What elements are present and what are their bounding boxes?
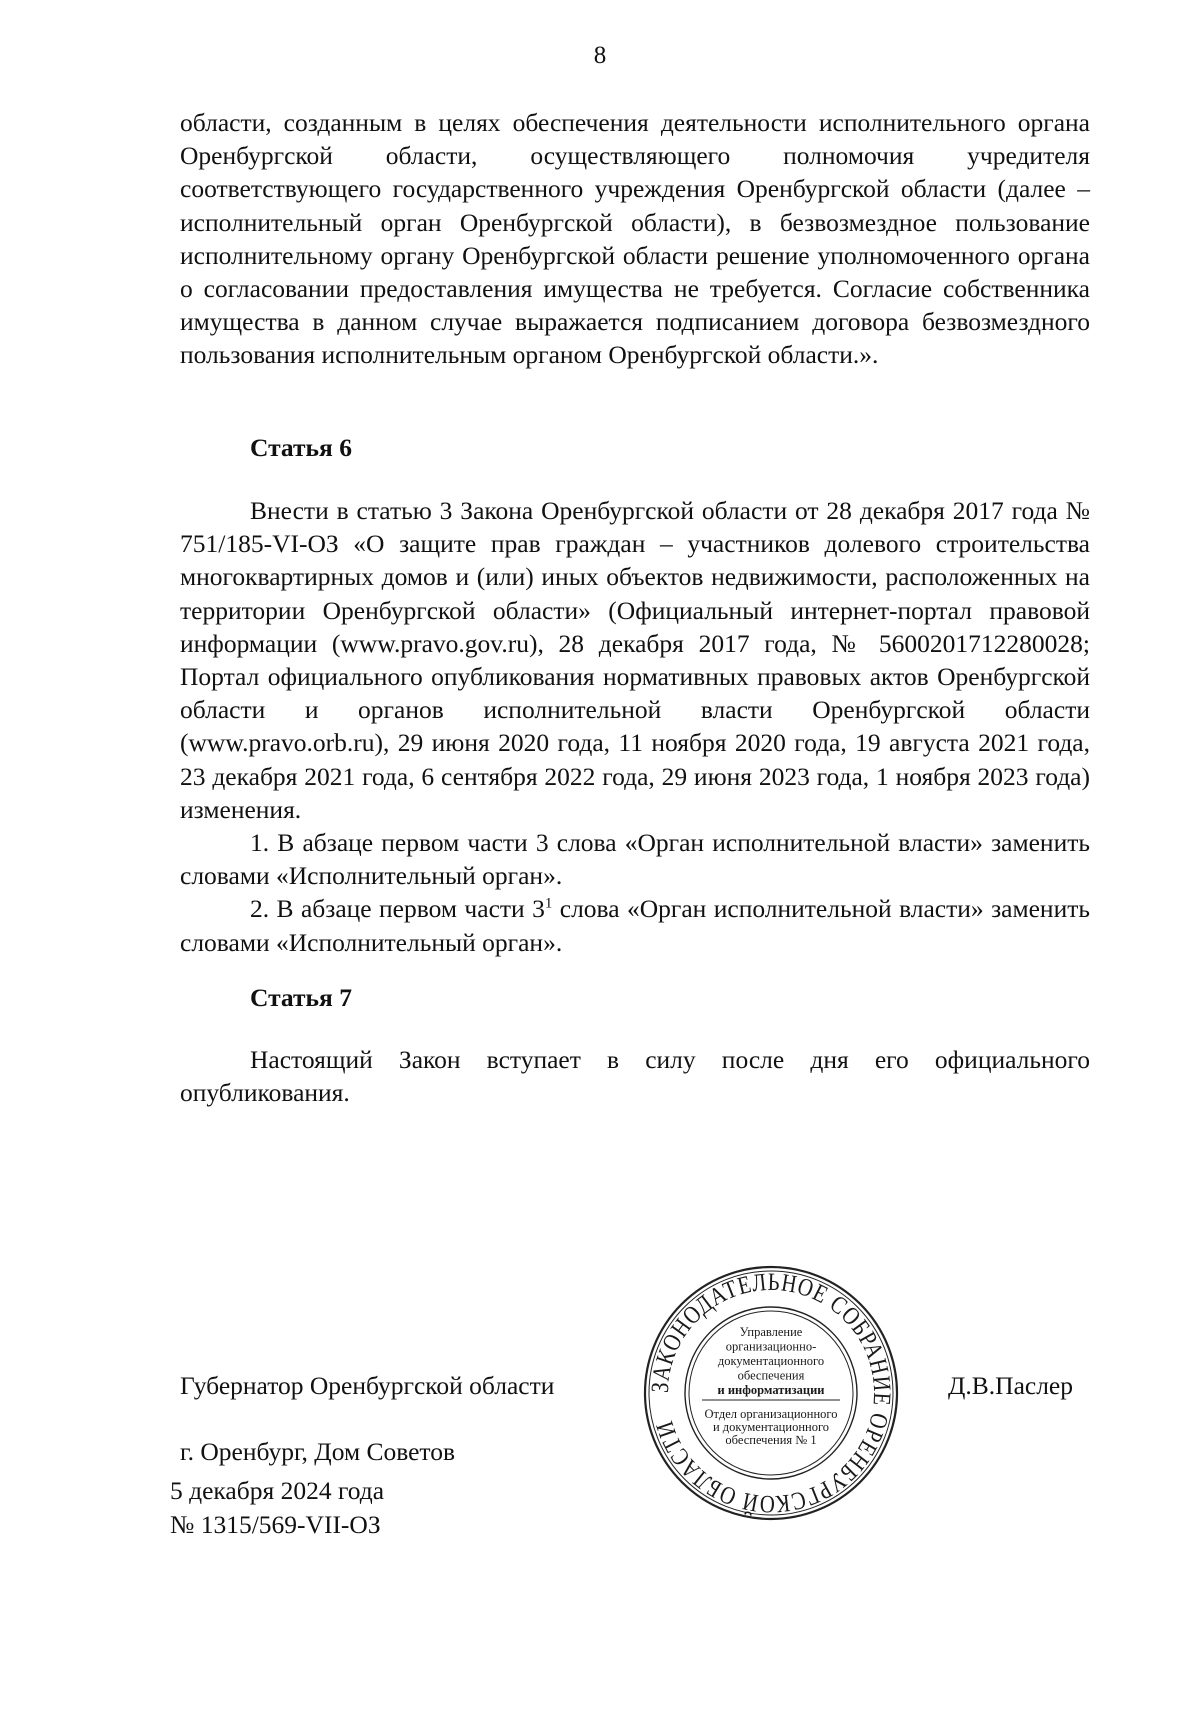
seal-graphic — [640, 1262, 902, 1524]
article-7-body — [180, 1043, 1090, 1109]
official-seal — [640, 1262, 902, 1524]
seal-inner-line: Управление — [739, 1325, 803, 1339]
article-6-heading: Статья 6 — [250, 433, 352, 462]
article-6-item-1: 1. В абзаце первом части 3 слова «Орган исполнительной власти» заменить словами «Исполнительный орган». — [180, 828, 1090, 891]
seal-bottom-line: Отдел организационного — [704, 1407, 838, 1421]
seal-inner-line: организационно- — [725, 1339, 817, 1354]
seal-inner-line: обеспечения — [737, 1368, 805, 1383]
signatory-title: Губернатор Оренбургской области — [180, 1371, 555, 1400]
law-number: № 1315/569-VII-ОЗ — [170, 1510, 381, 1539]
page-number: 8 — [593, 42, 607, 69]
paragraph-text: области, созданным в целях обеспечения деятельности исполнительного органа Оренбургской области, осуществляющего полномочия учредителя соответствующего государственного учреждения Оренбургской области (далее – исполнительный орган Оренбургской области), в безвозмездное пользование исполнительному органу Оренбургской области решение уполномоченного органа о согласовании предоставления имущества не требуется. Согласие собственника имущества в данном случае выражается подписанием договора безвозмездного пользования исполнительным органом Оренбургской области.». — [180, 108, 1090, 370]
seal-inner-line: и информатизации — [717, 1383, 825, 1397]
article-6-item-2 — [180, 892, 1090, 958]
article-6-intro: Внести в статью 3 Закона Оренбургской области от 28 декабря 2017 года № 751/185-VI-ОЗ «О защите прав граждан – участников долевого строительства многоквартирных домов и (или) иных объектов недвижимости, расположенных на территории Оренбургской области» (Официальный интернет-портал правовой информации (www.pravo.gov.ru), 28 декабря 2017 года, № 5600201712280028; Портал официального опубликования нормативных правовых актов Оренбургской области и органов исполнительной власти Оренбургской области (www.pravo.orb.ru), 29 июня 2020 года, 11 ноября 2020 года, 19 августа 2021 года, 23 декабря 2021 года, 6 сентября 2022 года, 29 июня 2023 года, 1 ноября 2023 года) изменения. — [180, 496, 1090, 824]
article-7-text: Настоящий Закон вступает в силу после дня его официального опубликования. — [180, 1045, 1090, 1108]
continuation-paragraph — [180, 106, 1090, 372]
seal-bottom-line: обеспечения № 1 — [725, 1433, 817, 1447]
signatory-name: Д.В.Паслер — [948, 1371, 1073, 1400]
seal-bottom-line: и документационного — [712, 1420, 830, 1434]
signing-place: г. Оренбург, Дом Советов — [180, 1437, 456, 1466]
article-7-heading: Статья 7 — [250, 983, 352, 1012]
signing-date: 5 декабря 2024 года — [170, 1476, 385, 1505]
seal-ring-text: ЗАКОНОДАТЕЛЬНОЕ СОБРАНИЕ ОРЕНБУРГСКОЙ ОБЛАСТИ — [646, 1268, 896, 1518]
superscript: 1 — [544, 895, 553, 912]
article-6-body — [180, 494, 1090, 959]
item-2-text-end: слова «Орган исполнительной власти» заменить словами «Исполнительный орган». — [180, 894, 1090, 957]
item-2-text-start: 2. В абзаце первом части 3 — [250, 894, 545, 924]
seal-inner-line: документационного — [717, 1354, 825, 1368]
